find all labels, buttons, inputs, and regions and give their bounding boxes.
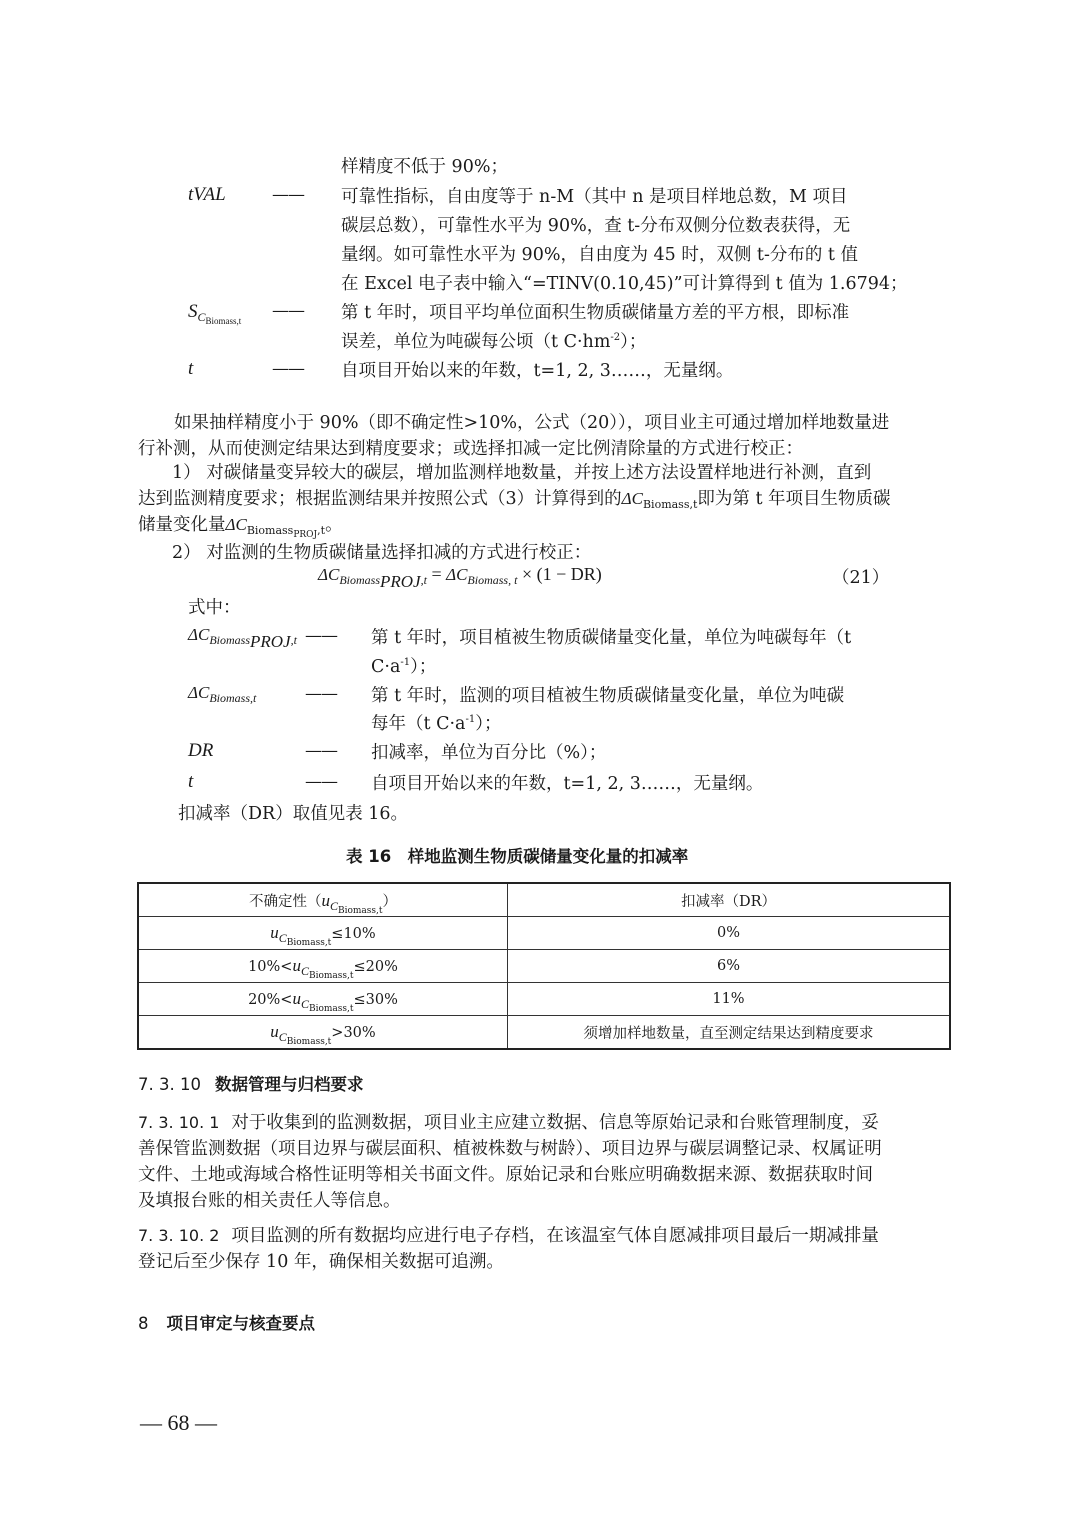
- symbol-tval: tVAL: [188, 184, 226, 205]
- symbol-t: t: [188, 771, 194, 792]
- def2-line: 第 t 年时，监测的项目植被生物质碳储量变化量，单位为吨碳: [371, 686, 845, 706]
- def-continuation: 样精度不低于 90%；: [341, 157, 508, 177]
- def-tval-line: 碳层总数），可靠性水平为 90%，查 t-分布双侧分位数表获得，无: [341, 216, 851, 236]
- def2-line: $C\cdot a^{-1}$）；: [371, 657, 437, 677]
- equation-number: （21）: [832, 568, 890, 588]
- def-s-line: 第 t 年时，项目平均单位面积生物质碳储量方差的平方根，即标准: [341, 303, 850, 323]
- def-tval-line: 可靠性指标，自由度等于 n-M（其中 n 是项目样地总数，M 项目: [341, 187, 848, 207]
- clause-7-3-10-2: 7. 3. 10. 2 项目监测的所有数据均应进行电子存档，在该温室气体自愿减排项目最后一期减排量 登记后至少保存 10 年，确保相关数据可追溯。: [138, 1226, 879, 1272]
- clause-number: 7. 3. 10. 2: [138, 1226, 220, 1245]
- table-cell-uncertainty: $u_{C_{Biomass,t}}>30\%$: [138, 1016, 507, 1050]
- table-cell-rate: 11%: [507, 983, 950, 1016]
- symbol-delta-c-biomass-t: $\Delta C_{Biomass,t}$: [188, 683, 257, 705]
- item2-text: 2） 对监测的生物质碳储量选择扣减的方式进行校正：: [172, 543, 592, 563]
- def2-line: 扣减率，单位为百分比（%）；: [371, 743, 607, 763]
- item1-line3: 储量变化量$\Delta C_{Biomass_{PROJ},t}$。: [138, 515, 343, 540]
- symbol-delta-c-biomass-proj: $\Delta C_{Biomass_{PROJ},t}$: [188, 625, 297, 651]
- dash: ——: [272, 359, 304, 379]
- clause-number: 7. 3. 10. 1: [138, 1113, 220, 1132]
- table-cell-uncertainty: $10\%<u_{C_{Biomass,t}}\le 20\%$: [138, 950, 507, 983]
- section-number: 7. 3. 10: [138, 1075, 201, 1094]
- para-precision: 如果抽样精度小于 90%（即不确定性>10%，公式（20）），项目业主可通过增加样地数量进 行补测，从而使测定结果达到精度要求；或选择扣减一定比例清除量的方式进行校正：: [138, 413, 890, 459]
- table-row: [138, 1016, 950, 1050]
- table-cell-uncertainty: $20\%<u_{C_{Biomass,t}}\le 30\%$: [138, 983, 507, 1016]
- dash: ——: [272, 301, 304, 321]
- where-label: 式中：: [188, 598, 241, 618]
- dr-note: 扣减率（DR）取值见表 16。: [178, 804, 409, 824]
- clause-7-3-10-1: 7. 3. 10. 1 对于收集到的监测数据，项目业主应建立数据、信息等原始记录和台账管理制度，妥 善保管监测数据（项目边界与碳层面积、植被株数与树龄）、项目边界与碳层调整记录、权属证明 文件、土地或海域合格性证明等相关书面文件。原始记录和台账应明确数据来源、数据获取时间 及填报台账的相关责任人等信息。: [138, 1113, 882, 1211]
- dash: ——: [272, 185, 304, 205]
- def2-line: 自项目开始以来的年数，t=1, 2, 3……，无量纲。: [371, 774, 764, 794]
- symbol-s-c-biomass: $S_{C_{Biomass,t}}$: [188, 301, 242, 326]
- symbol-t: t: [188, 358, 194, 379]
- item1-line2: 达到监测精度要求；根据监测结果并按照公式（3）计算得到的$\Delta C_{Biomass,t}$即为第 t 年项目生物质碳: [138, 489, 891, 511]
- def-s-line: 误差，单位为吨碳每公顷（t $C\cdot hm^{-2}$）；: [341, 332, 647, 352]
- symbol-dr: DR: [188, 740, 214, 761]
- table-cell-uncertainty: $u_{C_{Biomass,t}}\le 10\%$: [138, 917, 507, 950]
- table-header-uncertainty: 不确定性$(u_{C_{Biomass,t}})$: [138, 883, 507, 917]
- section-number: 8: [138, 1314, 149, 1333]
- section-7-3-10-heading: [138, 1071, 363, 1095]
- dash: ——: [305, 684, 337, 704]
- section-title: 数据管理与归档要求: [214, 1075, 364, 1094]
- item1-line1: 1） 对碳储量变异较大的碳层，增加监测样地数量，并按上述方法设置样地进行补测，直到: [172, 463, 872, 483]
- def2-line: 每年（t $C\cdot a^{-1}$）；: [371, 714, 502, 734]
- section-8-heading: [138, 1310, 315, 1334]
- equation-21: $\Delta C_{Biomass_{PROJ},t} = \Delta C_{Biomass, t} \times (1 - DR)$: [318, 564, 602, 591]
- dash: ——: [305, 772, 337, 792]
- def-t-line: 自项目开始以来的年数，t=1, 2, 3……，无量纲。: [341, 361, 734, 381]
- table-header-row: [138, 883, 950, 917]
- table-caption: 表 16 样地监测生物质碳储量变化量的扣减率: [346, 847, 689, 866]
- table-row: [138, 917, 950, 950]
- page-number: — 68 —: [140, 1410, 217, 1435]
- table-cell-rate: 须增加样地数量，直至测定结果达到精度要求: [507, 1016, 950, 1050]
- table-cell-rate: 6%: [507, 950, 950, 983]
- table-row: [138, 983, 950, 1016]
- def-tval-line: 量纲。如可靠性水平为 90%，自由度为 45 时，双侧 t-分布的 t 值: [341, 245, 859, 265]
- dash: ——: [305, 741, 337, 761]
- def-tval-line: 在 Excel 电子表中输入“=TINV(0.10,45)”可计算得到 t 值为 1.6794；: [341, 274, 908, 294]
- table-header-deduction-rate: 扣减率（DR）: [507, 883, 950, 917]
- table-16: [137, 882, 951, 1050]
- section-title: 项目审定与核查要点: [166, 1314, 315, 1333]
- dash: ——: [305, 626, 337, 646]
- table-row: [138, 950, 950, 983]
- table-cell-rate: 0%: [507, 917, 950, 950]
- def2-line: 第 t 年时，项目植被生物质碳储量变化量，单位为吨碳每年（t: [371, 628, 852, 648]
